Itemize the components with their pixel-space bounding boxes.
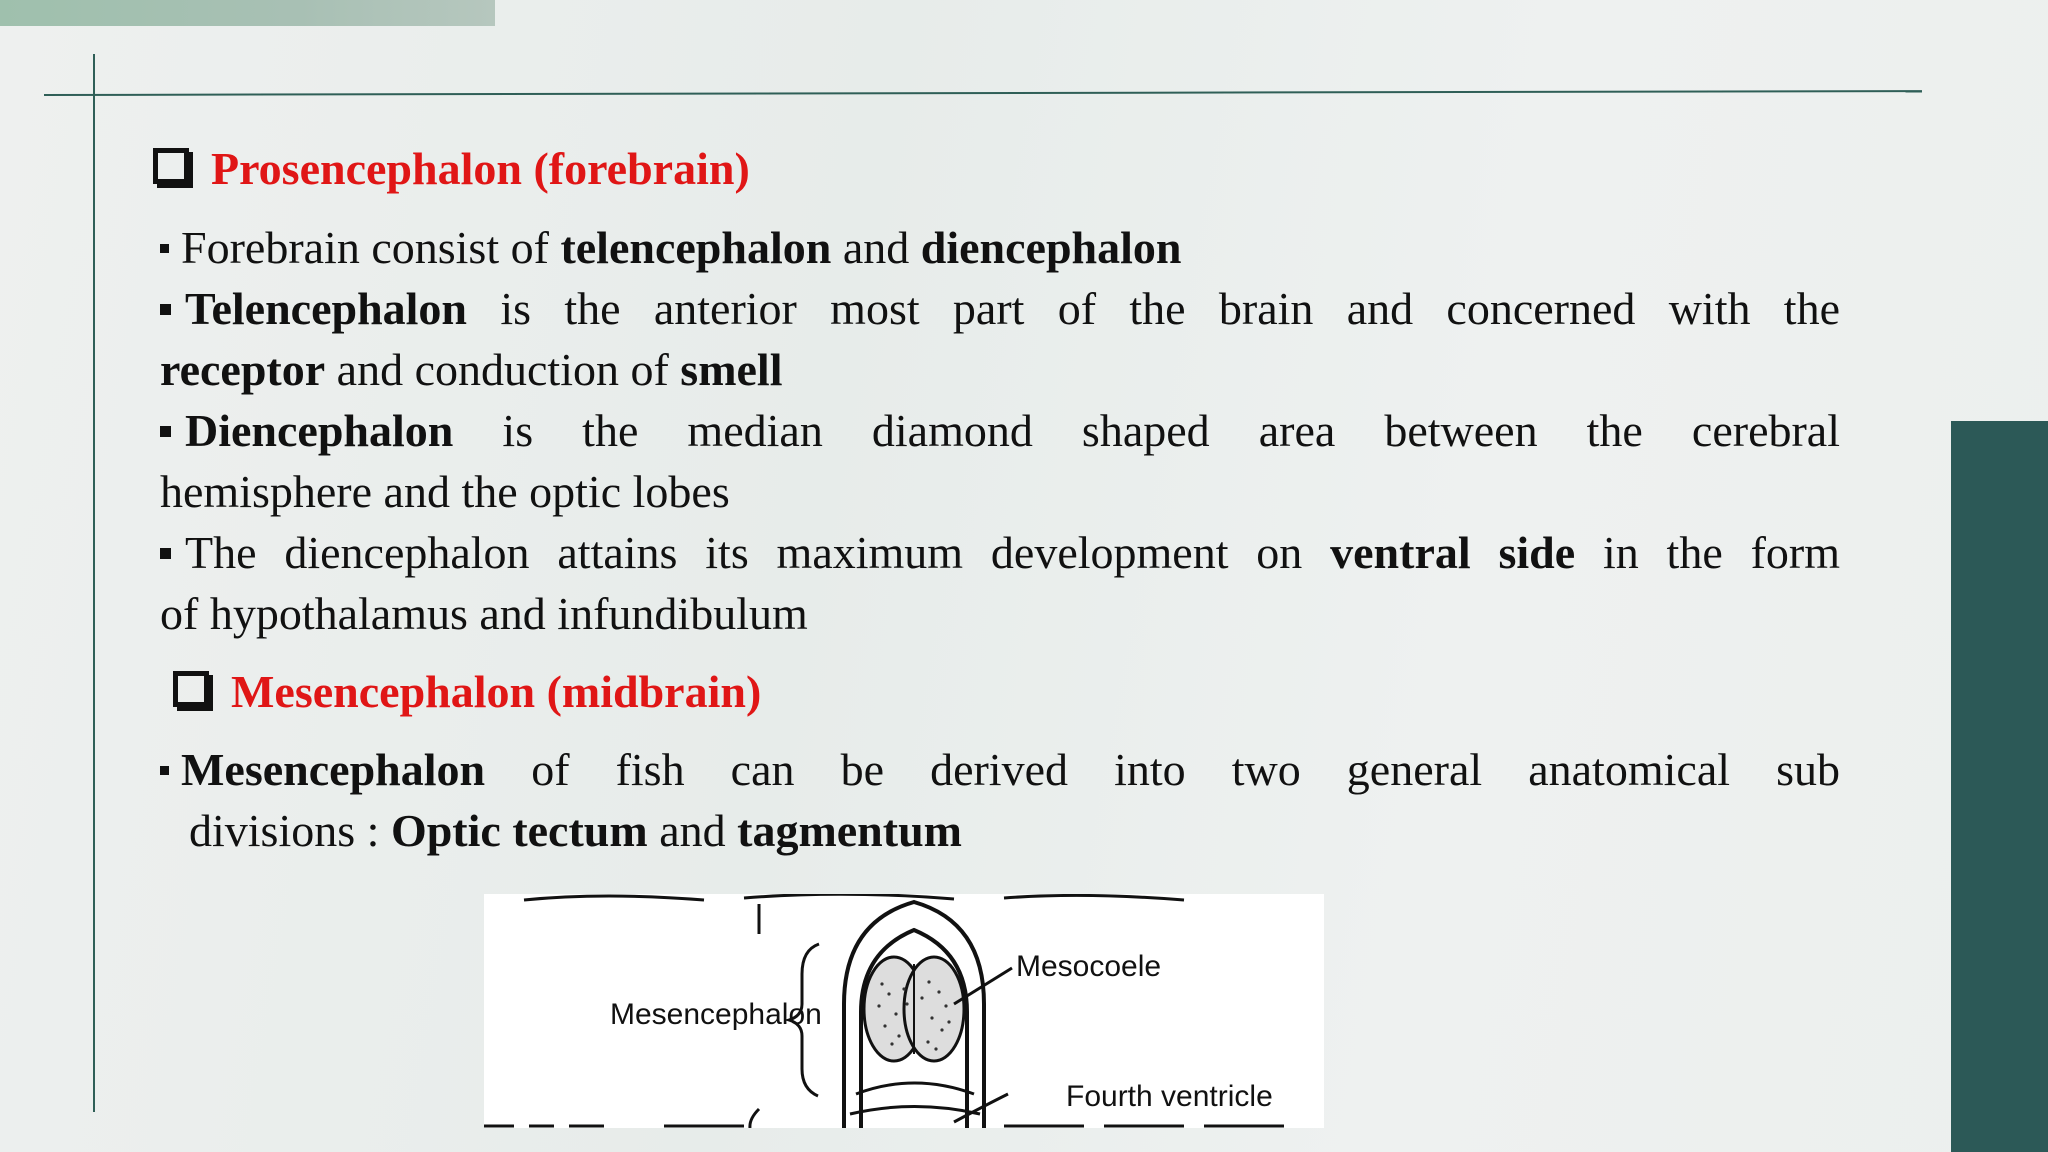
fourth-ventricle-region [850, 1083, 980, 1114]
label-mesocoele: Mesocoele [1016, 950, 1162, 983]
square-bullet-icon [160, 766, 169, 775]
bullet-diencephalon: Diencephalon is the median diamond shaped area between the cerebral hemisphere and the optic lobes [160, 405, 1840, 517]
square-bullet-icon [160, 548, 171, 559]
bullet-telencephalon: Telencephalon is the anterior most part of the brain and concerned with the receptor and conduction of smell [160, 283, 1840, 395]
heading-prosencephalon [153, 142, 750, 195]
vertical-rule [93, 54, 95, 1112]
horizontal-rule [44, 90, 1922, 96]
brain-section-illustration [484, 894, 1324, 1128]
mesocoele-lobes [864, 957, 964, 1061]
mesencephalon-diagram [484, 894, 1324, 1128]
label-mesencephalon: Mesencephalon [610, 998, 822, 1031]
top-accent-bar [0, 0, 495, 26]
checkbox-bullet-icon [173, 671, 209, 707]
clipped-top-text [524, 894, 1184, 900]
bullet-mesencephalon: Mesencephalon of fish can be derived into two general anatomical sub divisions : Optic tectum and tagmentum [160, 739, 1840, 861]
bullet-ventral-side: The diencephalon attains its maximum development on ventral side in the form of hypothalamus and infundibulum [160, 527, 1840, 639]
square-bullet-icon [160, 244, 169, 253]
checkbox-bullet-icon [153, 148, 189, 184]
label-fourth-ventricle: Fourth ventricle [1066, 1080, 1273, 1113]
heading-mesencephalon [173, 665, 761, 718]
square-bullet-icon [160, 426, 171, 437]
bullet-forebrain: Forebrain consist of telencephalon and diencephalon [160, 217, 1840, 278]
square-bullet-icon [160, 304, 171, 315]
side-accent-panel [1951, 421, 2048, 1152]
heading-mesencephalon-text: Mesencephalon (midbrain) [231, 666, 762, 717]
heading-prosencephalon-text: Prosencephalon (forebrain) [211, 143, 750, 194]
